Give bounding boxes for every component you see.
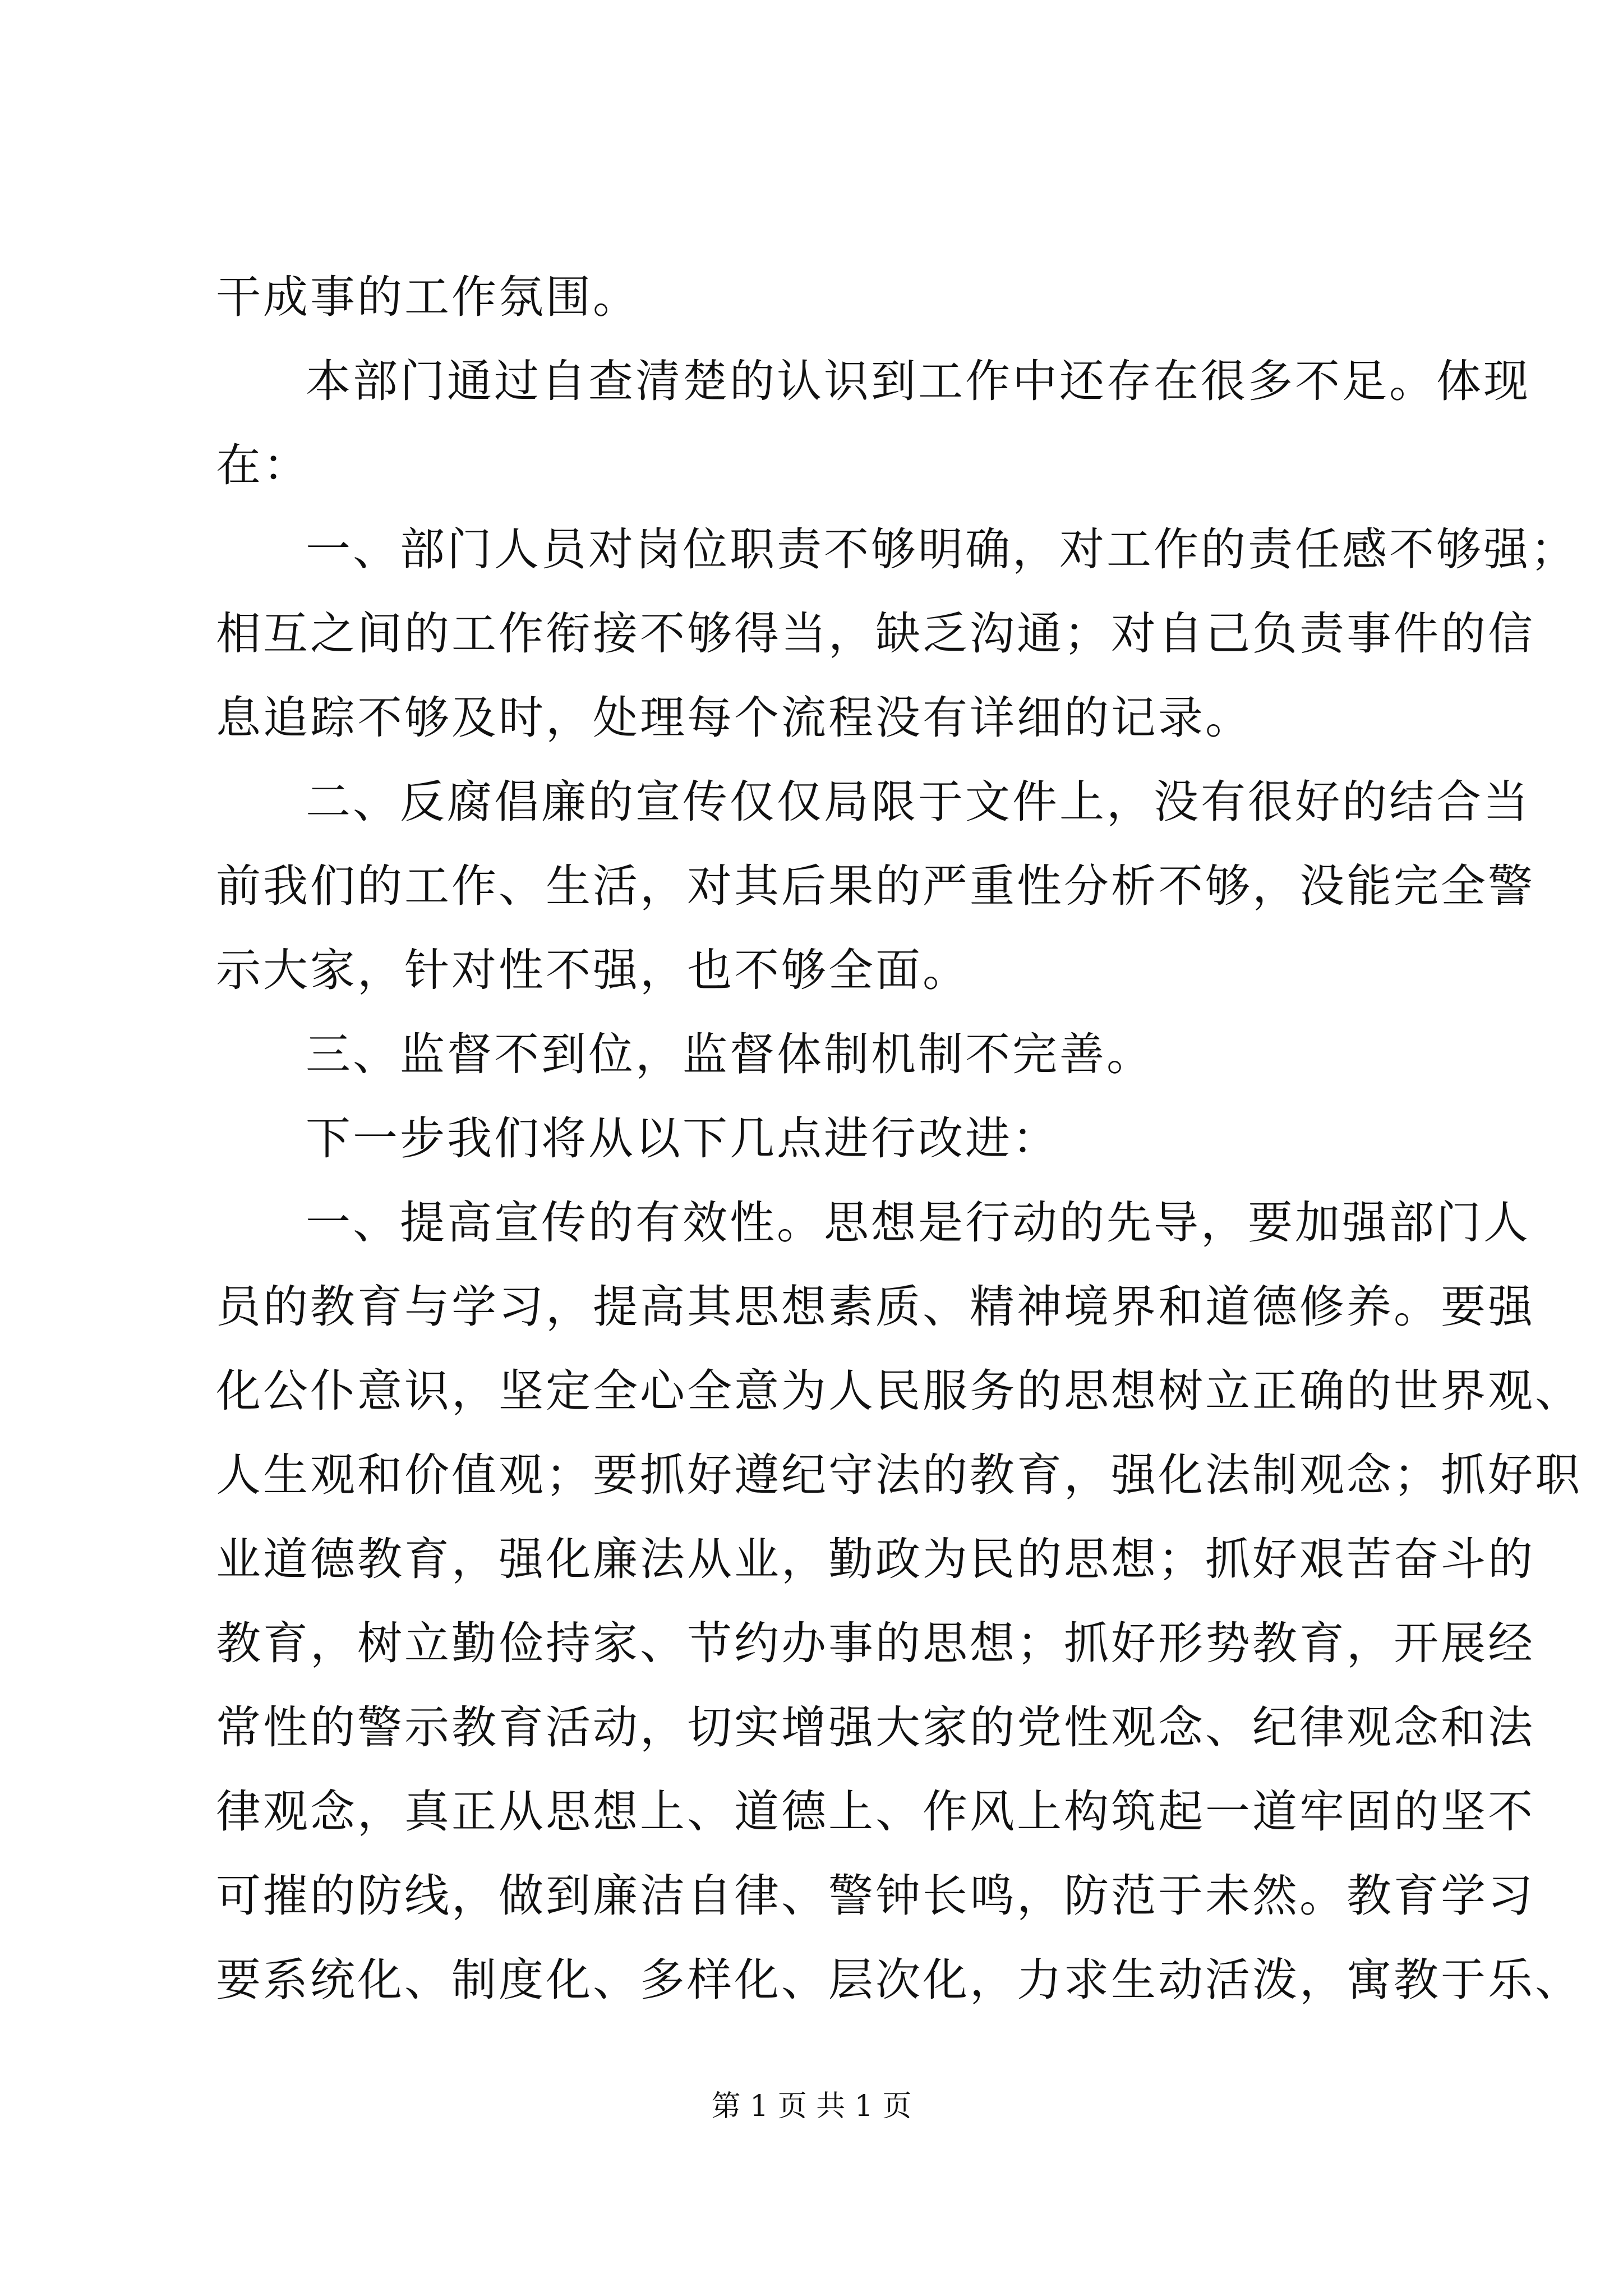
- text-line-16: 业道德教育，强化廉法从业，勤政为民的思想；抓好艰苦奋斗的: [216, 1533, 1535, 1585]
- text-line-7: 二、反腐倡廉的宣传仅仅局限于文件上，没有很好的结合当: [306, 776, 1530, 828]
- text-line-21: 要系统化、制度化、多样化、层次化，力求生动活泼，寓教于乐、: [216, 1954, 1582, 2006]
- text-line-18: 常性的警示教育活动，切实增强大家的党性观念、纪律观念和法: [216, 1701, 1535, 1754]
- text-line-12: 一、提高宣传的有效性。思想是行动的先导，要加强部门人: [306, 1197, 1530, 1249]
- text-line-20: 可摧的防线，做到廉洁自律、警钟长鸣，防范于未然。教育学习: [216, 1870, 1535, 1922]
- text-line-3: 在：: [216, 439, 310, 491]
- page-footer: 第 1 页 共 1 页: [711, 2090, 912, 2123]
- text-line-19: 律观念，真正从思想上、道德上、作风上构筑起一道牢固的坚不: [216, 1786, 1535, 1838]
- text-line-4: 一、部门人员对岗位职责不够明确，对工作的责任感不够强；: [306, 523, 1578, 576]
- text-line-10: 三、监督不到位，监督体制机制不完善。: [306, 1028, 1154, 1080]
- text-line-9: 示大家，针对性不强，也不够全面。: [216, 944, 970, 996]
- text-line-13: 员的教育与学习，提高其思想素质、精神境界和道德修养。要强: [216, 1281, 1535, 1333]
- text-line-6: 息追踪不够及时，处理每个流程没有详细的记录。: [216, 692, 1252, 744]
- text-line-2: 本部门通过自查清楚的认识到工作中还存在很多不足。体现: [306, 355, 1530, 407]
- text-line-17: 教育，树立勤俭持家、节约办事的思想；抓好形势教育，开展经: [216, 1617, 1535, 1669]
- text-line-5: 相互之间的工作衔接不够得当，缺乏沟通；对自己负责事件的信: [216, 608, 1535, 660]
- text-line-1: 干成事的工作氛围。: [216, 271, 640, 323]
- text-line-14: 化公仆意识，坚定全心全意为人民服务的思想树立正确的世界观、: [216, 1365, 1582, 1417]
- text-line-8: 前我们的工作、生活，对其后果的严重性分析不够，没能完全警: [216, 860, 1535, 912]
- text-line-15: 人生观和价值观；要抓好遵纪守法的教育，强化法制观念；抓好职: [216, 1449, 1582, 1501]
- text-line-11: 下一步我们将从以下几点进行改进：: [306, 1112, 1059, 1165]
